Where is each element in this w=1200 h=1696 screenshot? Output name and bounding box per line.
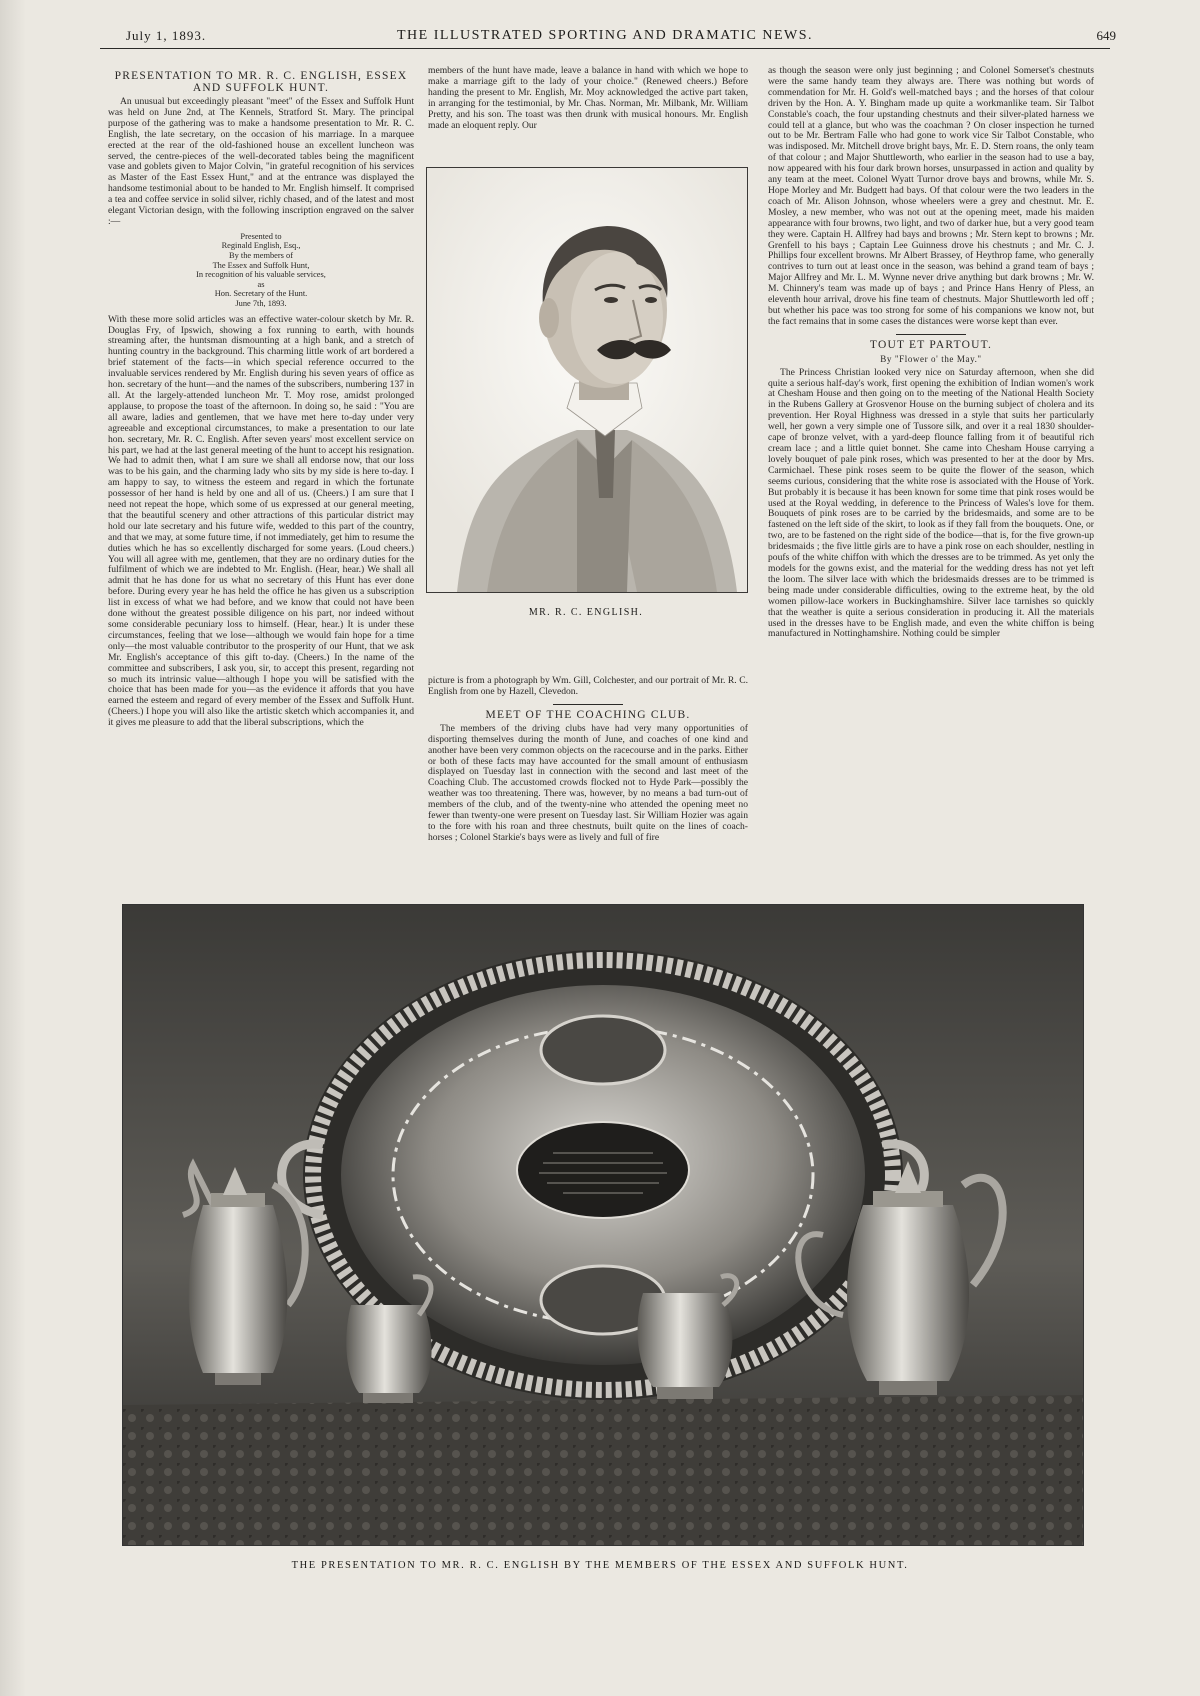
running-header [100, 26, 1116, 49]
column-coaching [428, 676, 748, 890]
inscription-line: Presented to [240, 231, 282, 241]
coaching-continued: as though the season were only just beginning ; and Colonel Somerset's chestnuts were the same handy team they always are. There was nothing but words of commendation for Mr. H. Gold's well-matched bays ; and the horses of that colour driven by the Hon. A. Y. Bingham made up quite a workmanlike team. Sir Talbot Constable's coach, the four upstanding chestnuts and their silver-plated harness we could tell at a glance, but who was the coachman ? On closer inspection he turned out to be Mr. Bertram Falle who had gone to work vice Sir Talbot Constable, who was indisposed. Mr. Mitchell drove bright bays, Mr. E. D. Stern roans, the only team of that colour ; and Major Shuttleworth, who earlier in the season had to use a bay, now appeared with his four dark brown horses, unsurpassed in action and quality by any team at the meet. Colonel Wyatt Turnor drove bays and browns, while Mr. S. Hope Morley and Mr. Budgett had bays. Of that colour were the two leaders in the coach of Mr. Alison Johnson, whose wheelers were a grey and chestnut. Mr. E. Mosley, a new member, who was not out at the opening meet, made his maiden appearance with four browns, two light, and two of darker hue, but a very good team they were. Captain H. Allfrey had bays and browns ; Mr. Stern kept to browns ; Mr. Grenfell to his bays ; Captain Lee Guinness drove his chestnuts ; and Mr. C. J. Phillips four excellent browns. Mr Albert Brassey, of Heythrop fame, who generally contrives to turn out at least once in the season, was behind a grand team of bays ; Major Allfrey and Mr. L. M. Wynne never drive anything but dark browns ; Mr. W. M. Chinnery's team was made up of bays ; and Prince Hans Henry of Pless, an eleventh hour arrival, drove his fine team of chestnuts. Major Shuttleworth led off ; but whether his pace was too strong for some of his companions we know not, but the fact remains that in some cases the distances were worse kept than ever. [768, 66, 1094, 327]
section-rule [553, 704, 623, 705]
issue-date: July 1, 1893. [126, 28, 207, 43]
publication-title: THE ILLUSTRATED SPORTING AND DRAMATIC NEWS. [397, 28, 813, 43]
silver-service-illustration [123, 905, 1083, 1545]
inscription-line: June 7th, 1893. [235, 299, 287, 309]
inscription-line: By the members of [229, 251, 293, 261]
byline: By "Flower o' the May." [880, 353, 982, 364]
page-edge [0, 0, 26, 1696]
article-heading-tout: TOUT ET PARTOUT. [869, 338, 993, 351]
presentation-continued: members of the hunt have made, leave a balance in hand with which we hope to make a marriage gift to the lady of your choice." (Renewed cheers.) Before handing the present to Mr. English, Mr. Moy acknowledged the active part taken, in arranging for the testimonial, by Mr. Chas. Norman, Mr. Milbank, Mr. William Pretty, and his son. The toast was then drunk with musical honours. Mr. English made an eloquent reply. Our [428, 66, 748, 131]
presentation-intro: An unusual but exceedingly pleasant "meet" of the Essex and Suffolk Hunt was held on June 2nd, at The Kennels, Stratford St. Mary. The principal purpose of the gathering was to make a handsome presentation to Mr. R. C. English, the late secretary, on the occasion of his marriage. In a marquee erected at the rear of the old-fashioned house an excellent luncheon was served, the centre-pieces of the well-decorated tables being the magnificent vase and goblets given to Major Colvin, "in grateful recognition of his services as Master of the East Essex Hunt," and at the entrance was displayed the handsome testimonial about to be handed to Mr. English himself. It comprised a tea and coffee service in solid silver, richly chased, and of the latest and most elegant Victorian design, with the following inscription engraved on the salver :— [108, 96, 414, 227]
salver-inscription [108, 232, 414, 309]
inscription-cartouche [517, 1122, 689, 1218]
column-presentation [108, 66, 414, 888]
portrait-illustration [427, 168, 747, 592]
column-presentation-continued [428, 66, 748, 170]
inscription-line: Reginald English, Esq., [221, 241, 301, 251]
portrait-engraving [426, 167, 748, 593]
article-heading-coaching: MEET OF THE COACHING CLUB. [485, 708, 691, 721]
inscription-line: In recognition of his valuable services, [196, 270, 326, 280]
sugar-basin [638, 1276, 737, 1399]
photo-credit-note: picture is from a photograph by Wm. Gill, Colchester, and our portrait of Mr. R. C. English from one by Hazell, Clevedon. [428, 676, 748, 697]
tout-body: The Princess Christian looked very nice on Saturday afternoon, when she did quite a serious half-day's work, first opening the exhibition of Indian women's work at Chesham House and then going on to the meeting of the National Health Society in the Rubens Gallery at Grosvenor House on the burning subject of cholera and its prevention. Her Royal Highness was dressed in a style that suits her particularly well, her gown a very simple one of Tussore silk, and over it a real 1830 shoulder-cape of bronze velvet, with a yard-deep flounce falling from it of beautiful rich cream lace ; and a little quiet bonnet. She came into Chesham House carrying a lovely bouquet of pale pink roses, which was presented to her at the door by Mrs. Carmichael. These pink roses seem to be quite the flower of the season, which seems curious, considering that the white rose is associated with the House of York. But probably it is because it has been known for some time that pink roses would be used at the Royal wedding, in deference to the Princess of Wales's love for them. Bouquets of pink roses are to be carried by the bridesmaids, and some are to be fastened on the left side of the skirt, to look as if they fall from the bouquets. One, or two, are to be fastened on the right side of the bodice—that is, for the five grown-up bridesmaids ; the five little girls are to have a pink rose on each shoulder, nestling in poufs of the white chiffon with which the dresses are to be trimmed. As yet only the models for the gowns exist, and the material for the wedding dress has not yet left the loom. The silver lace with which the bridesmaids dresses are to be trimmed is being made under considerable difficulties, owing to the extreme heat, by the old women pillow-lace workers in Buckinghamshire. Silver lace tarnishes so quickly that the weather is quite a serious consideration in producing it. All the materials used in the dresses have to be English made, and even the white chiffon is being manufactured in Nottinghamshire. Nothing could be simpler [768, 366, 1094, 640]
inscription-line: Hon. Secretary of the Hunt. [214, 289, 308, 299]
column-coaching-continued [768, 66, 1094, 890]
inscription-line: as [257, 279, 265, 289]
coaching-body: The members of the driving clubs have had very many opportunities of disporting themselves during the month of June, and coaches of one kind and another have been very common objects on the racecourse and in the parks. Either or both of these facts may have accounted for the small amount of enthusiasm displayed on Tuesday last in connection with the second and last meet of the Coaching Club. The accustomed crowds flocked not to Hyde Park—possibly the weather was too threatening. There was, however, by no means a bad turn-out of members of the club, and of the twenty-nine who attended the opening meet no fewer than twenty-one were present on Tuesday last. Sir William Hozier was again to the fore with his roan and three chestnuts, built quite on the lines of coach-horses ; Colonel Starkie's bays were as lively and full of fire [428, 722, 748, 843]
page-number: 649 [1096, 28, 1116, 43]
inscription-line: The Essex and Suffolk Hunt, [212, 260, 310, 270]
section-rule [896, 334, 966, 335]
presentation-body: With these more solid articles was an effective water-colour sketch by Mr. R. Douglas Fry, of Ipswich, showing a fox running to earth, with hounds streaming after, the huntsman dismounting at a high bank, and a stretch of hunting country in the background. This charming little work of art bordered a brief statement of the facts—in which special reference occurred to the invaluable services rendered by Mr. English during his seven years of office as hon. secretary of the hunt—and the names of the subscribers, numbering 137 in all. At the largely-attended luncheon Mr. T. Moy rose, amidst prolonged applause, to propose the toast of the afternoon. In doing so, he said : "You are all aware, ladies and gentlemen, that we have met here to-day under very agreeable and exceptional circumstances, to make a presentation to our late hon. secretary, Mr. R. C. English. After seven years' most excellent service on his part, we had at the last general meeting of the hunt to accept his resignation. We had to admit then, what I am sure we shall all endorse now, that our loss was to be his gain, and the charming lady who sits by my side is here to-day. I am happy to say, to witness the esteem and regard in which the fortunate possessor of her hand is held by one and all of us. (Cheers.) I am sure that I need not repeat the hope, which some of us expressed at our general meeting, that the beautiful scenery and other attractions of this particular district may hold our late secretary and his future wife, wedded to this part of the country, and that we may, at some future time, if not immediately, get him to resume the duties which he has so excellently discharged for some years. (Loud cheers.) You will all agree with me, gentlemen, that they are no ordinary duties for the fulfilment of which we are indebted to Mr. English. (Hear, hear.) We shall all admit that he has done for us what no secretary of this Hunt has ever done before. During every year he has held the office he has given us a subscription list in excess of what we had before, and we know that could not have been done without the greatest possible diligence on his part, nor indeed without some considerable pecuniary loss to himself. (Hear, hear.) It is under these circumstances, feeling that we lose—although we would fain hope for a time only—the most valuable contributor to the prosperity of our Hunt, that we ask Mr. English's acceptance of this gift to-day. (Cheers.) In the name of the committee and subscribers, I ask you, sir, to accept this present, regarding not so much its intrinsic value—although I hope you will be satisfied with the choice that has been made for you—as the evidence it affords that you have earned the esteem and regard of every member of the Essex and Suffolk Hunt. (Cheers.) I hope you will also like the artistic sketch which accompanies it, and it gives me pleasure to add that the liberal subscriptions, which the [108, 313, 414, 729]
article-heading-presentation: PRESENTATION TO MR. R. C. ENGLISH, ESSEX AND SUFFOLK HUNT. [114, 70, 408, 94]
portrait-caption: MR. R. C. ENGLISH. [528, 607, 644, 618]
plate-caption: THE PRESENTATION TO MR. R. C. ENGLISH BY THE MEMBERS OF THE ESSEX AND SUFFOLK HUNT. [291, 1560, 909, 1571]
silver-service-photograph [122, 904, 1084, 1546]
